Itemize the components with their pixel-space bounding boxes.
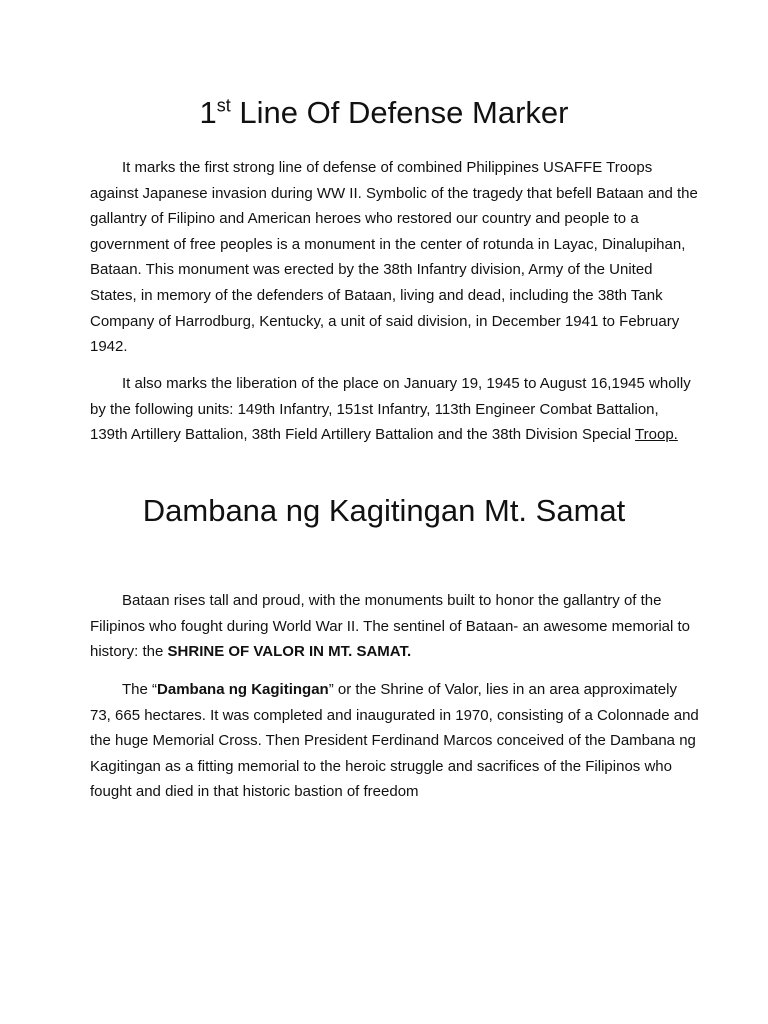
paragraph-shrine-of-valor: [90, 677, 700, 805]
paragraph-liberation-text: It also marks the liberation of the place on January 19, 1945 to August 16,1945 wholly by the following units: 149th Infantry, 151st Infantry, 113th Engineer Combat Battalion, 139th Artillery Battalion, 38th Field Artillery Battalion and the 38th Division Special: [90, 375, 691, 444]
paragraph-marker-description: It marks the first strong line of defense of combined Philippines USAFFE Troops against Japanese invasion during WW II. Symbolic of the tragedy that befell Bataan and the gallantry of Filipino and American heroes who restored our country and people to a government of free peoples is a monument in the center of rotunda in Layac, Dinalupihan, Bataan. This monument was erected by the 38th Infantry division, Army of the United States, in memory of the defenders of Bataan, living and dead, including the 38th Tank Company of Harrodburg, Kentucky, a unit of said division, in December 1941 to February 1942.: [90, 159, 698, 356]
bold-dambana-ng-kagitingan: Dambana ng Kagitingan: [157, 681, 329, 698]
heading-line-of-defense-marker: [0, 96, 768, 130]
paragraph-bataan-rises: [90, 588, 700, 665]
paragraph-liberation: [90, 371, 700, 448]
paragraph-shrine-of-valor-text: ” or the Shrine of Valor, lies in an area approximately 73, 665 hectares. It was completed and inaugurated in 1970, consisting of a Colonnade and the huge Memorial Cross. Then President Ferdinand Marcos conceived of the Dambana ng Kagitingan as a fitting memorial to the heroic struggle and sacrifices of the Filipinos who fought and died in that historic bastion of freedom: [90, 681, 699, 801]
quote-open: The “: [122, 681, 158, 698]
bold-shrine-of-valor: SHRINE OF VALOR IN MT. SAMAT.: [167, 643, 412, 661]
heading-text: Line Of Defense Marker: [230, 95, 569, 130]
heading-ordinal-suffix: st: [216, 95, 231, 116]
heading-number: 1: [199, 95, 217, 130]
heading-dambana-ng-kagitingan: Dambana ng Kagitingan Mt. Samat: [142, 493, 626, 528]
underlined-word-troop: Troop.: [635, 426, 678, 444]
paragraph-bataan-rises-text: Bataan rises tall and proud, with the monuments built to honor the gallantry of the Filipinos who fought during World War II. The sentinel of Bataan- an awesome memorial to history: the: [90, 592, 691, 661]
